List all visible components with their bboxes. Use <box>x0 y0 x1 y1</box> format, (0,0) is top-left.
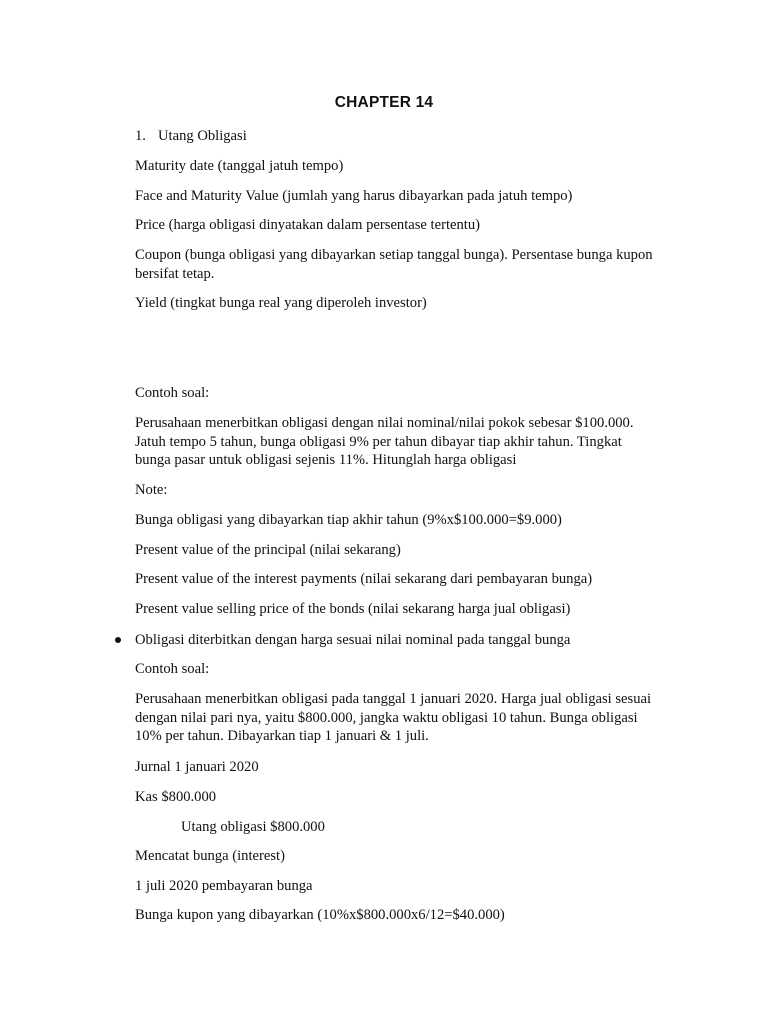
example1-problem <box>135 414 695 470</box>
payment-date: 1 juli 2020 pembayaran bunga <box>135 878 313 894</box>
definition-coupon-line2: bersifat tetap. <box>135 265 215 282</box>
bullet-icon <box>115 637 121 643</box>
example2-problem-line2: dengan nilai pari nya, yaitu $800.000, jangka waktu obligasi 10 tahun. Bunga obligasi <box>135 709 638 726</box>
example2-problem-line1: Perusahaan menerbitkan obligasi pada tanggal 1 januari 2020. Harga jual obligasi sesuai <box>135 691 652 707</box>
note-pv-principal: Present value of the principal (nilai sekarang) <box>135 542 401 558</box>
chapter-title: CHAPTER 14 <box>334 94 434 111</box>
note-pv-selling: Present value selling price of the bonds (nilai sekarang harga jual obligasi) <box>135 601 571 617</box>
note-label: Note: <box>135 482 168 498</box>
example1-problem-line3: bunga pasar untuk obligasi sejenis 11%. Hitunglah harga obligasi <box>135 452 517 468</box>
example1-problem-line1: Perusahaan menerbitkan obligasi dengan nilai nominal/nilai pokok sebesar $100.000. <box>135 415 634 431</box>
section-number: 1. <box>135 128 146 144</box>
definition-coupon-line1: Coupon (bunga obligasi yang dibayarkan setiap tanggal bunga). Persentase bunga kupon <box>135 247 653 263</box>
example1-label: Contoh soal: <box>135 385 210 401</box>
note-interest: Bunga obligasi yang dibayarkan tiap akhir tahun (9%x$100.000=$9.000) <box>135 512 562 528</box>
example2-problem-line3: 10% per tahun. Dibayarkan tiap 1 januari & 1 juli. <box>135 728 429 744</box>
note-pv-interest: Present value of the interest payments (nilai sekarang dari pembayaran bunga) <box>135 571 593 587</box>
definition-maturity-date: Maturity date (tanggal jatuh tempo) <box>135 158 344 174</box>
section-heading <box>135 128 247 145</box>
journal-debit: Kas $800.000 <box>135 789 217 805</box>
section-heading-text: Utang Obligasi <box>158 128 247 144</box>
definition-yield: Yield (tingkat bunga real yang diperoleh investor) <box>135 295 427 311</box>
coupon-paid: Bunga kupon yang dibayarkan (10%x$800.000x6/12=$40.000) <box>135 907 505 923</box>
bullet-text: Obligasi diterbitkan dengan harga sesuai nilai nominal pada tanggal bunga <box>135 632 571 648</box>
definition-price: Price (harga obligasi dinyatakan dalam persentase tertentu) <box>135 217 480 233</box>
definition-coupon <box>135 246 695 283</box>
definition-face-value: Face and Maturity Value (jumlah yang harus dibayarkan pada jatuh tempo) <box>135 188 573 204</box>
example2-problem <box>135 690 695 746</box>
record-interest: Mencatat bunga (interest) <box>135 848 285 864</box>
journal-date: Jurnal 1 januari 2020 <box>135 759 259 775</box>
example1-problem-line2: Jatuh tempo 5 tahun, bunga obligasi 9% per tahun dibayar tiap akhir tahun. Tingkat <box>135 433 622 450</box>
journal-credit: Utang obligasi $800.000 <box>181 819 325 835</box>
example2-label: Contoh soal: <box>135 661 210 677</box>
